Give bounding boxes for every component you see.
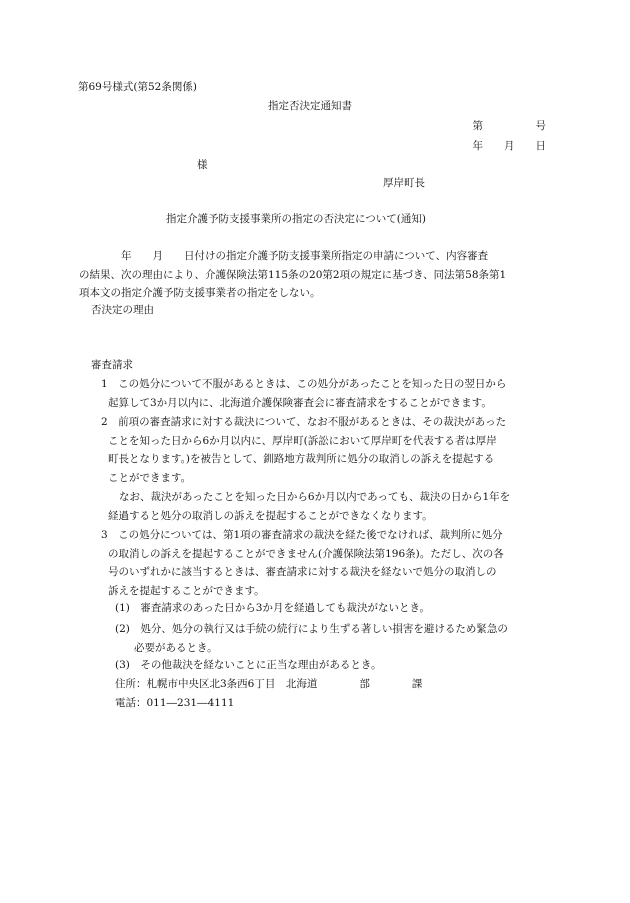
appeal-sub-3: (3) その他裁決を経ないことに正当な理由があるとき。 <box>115 659 382 671</box>
body-line: 項本文の指定介護予防支援事業者の指定をしない。 <box>79 287 321 299</box>
appeal-item-2-line: 2 前項の審査請求に対する裁決について、なお不服があるときは、その裁決があった <box>101 416 507 428</box>
form-number: 第69号様式(第52条関係) <box>78 81 197 93</box>
appeal-item-1-line: 1 この処分について不服があるときは、この処分があったことを知った日の翌日から <box>101 378 507 390</box>
contact-phone: 電話：011―231―4111 <box>115 697 235 709</box>
appeal-sub-2-line: (2) 処分、処分の執行又は手続の続行により生ずる著しい損害を避けるため緊急の <box>115 623 508 635</box>
contact-address: 住所：札幌市中央区北3条西6丁目 北海道 部 課 <box>115 678 423 690</box>
sender: 厚岸町長 <box>383 177 425 189</box>
appeal-item-3 <box>101 526 504 600</box>
subject-line: 指定介護予防支援事業所の指定の否決定について(通知) <box>166 213 426 225</box>
number-line: 第 号 <box>472 120 546 132</box>
reason-heading: 否決定の理由 <box>91 304 154 316</box>
appeal-item-2-note-line: 経過すると処分の取消しの訴えを提起することができなくなります。 <box>108 509 433 522</box>
appeal-item-2 <box>101 413 506 487</box>
appeal-item-3-line: 訴えを提起することができます。 <box>108 584 265 597</box>
appeal-item-3-line: の取消しの訴えを提起することができません(介護保険法第196条)。ただし、次の各 <box>108 547 504 560</box>
appeal-item-1-line: 起算して3か月以内に、北海道介護保険審査会に審査請求をすることができます。 <box>108 396 492 409</box>
appeal-item-2-line: ことを知った日から6か月以内に、厚岸町(訴訟において厚岸町を代表する者は厚岸 <box>108 434 497 447</box>
appeal-item-3-line: 号のいずれかに該当するときは、審査請求に対する裁決を経ないで処分の取消しの <box>108 566 497 578</box>
appeal-item-3-line: 3 この処分については、第1項の審査請求の裁決を経た後でなければ、裁判所に処分 <box>101 529 503 541</box>
addressee: 様 <box>197 159 208 171</box>
appeal-heading: 審査請求 <box>91 359 133 371</box>
body-line: 年 月 日付けの指定介護予防支援事業所指定の申請について、内容審査 <box>79 250 489 262</box>
appeal-sub-2 <box>115 620 508 657</box>
appeal-sub-1: (1) 審査請求のあった日から3か月を経過しても裁決がないとき。 <box>115 602 431 614</box>
appeal-sub-2-line: 必要があるとき。 <box>134 641 218 654</box>
appeal-item-2-line: 町長となります。)を被告として、釧路地方裁判所に処分の取消しの訴えを提起する <box>108 453 495 465</box>
body-line: の結果、次の理由により、介護保険法第115条の20第2項の規定に基づき、同法第58条第1 <box>79 268 507 281</box>
body-paragraph <box>79 247 506 303</box>
date-line: 年 月 日 <box>472 140 546 152</box>
appeal-item-2-line: ことができます。 <box>108 471 192 484</box>
document-title: 指定否決定通知書 <box>268 100 352 112</box>
appeal-item-2-note <box>108 488 510 525</box>
appeal-item-2-note-line: なお、裁決があったことを知った日から6か月以内であっても、裁決の日から1年を <box>119 491 511 503</box>
appeal-item-1 <box>101 375 506 412</box>
